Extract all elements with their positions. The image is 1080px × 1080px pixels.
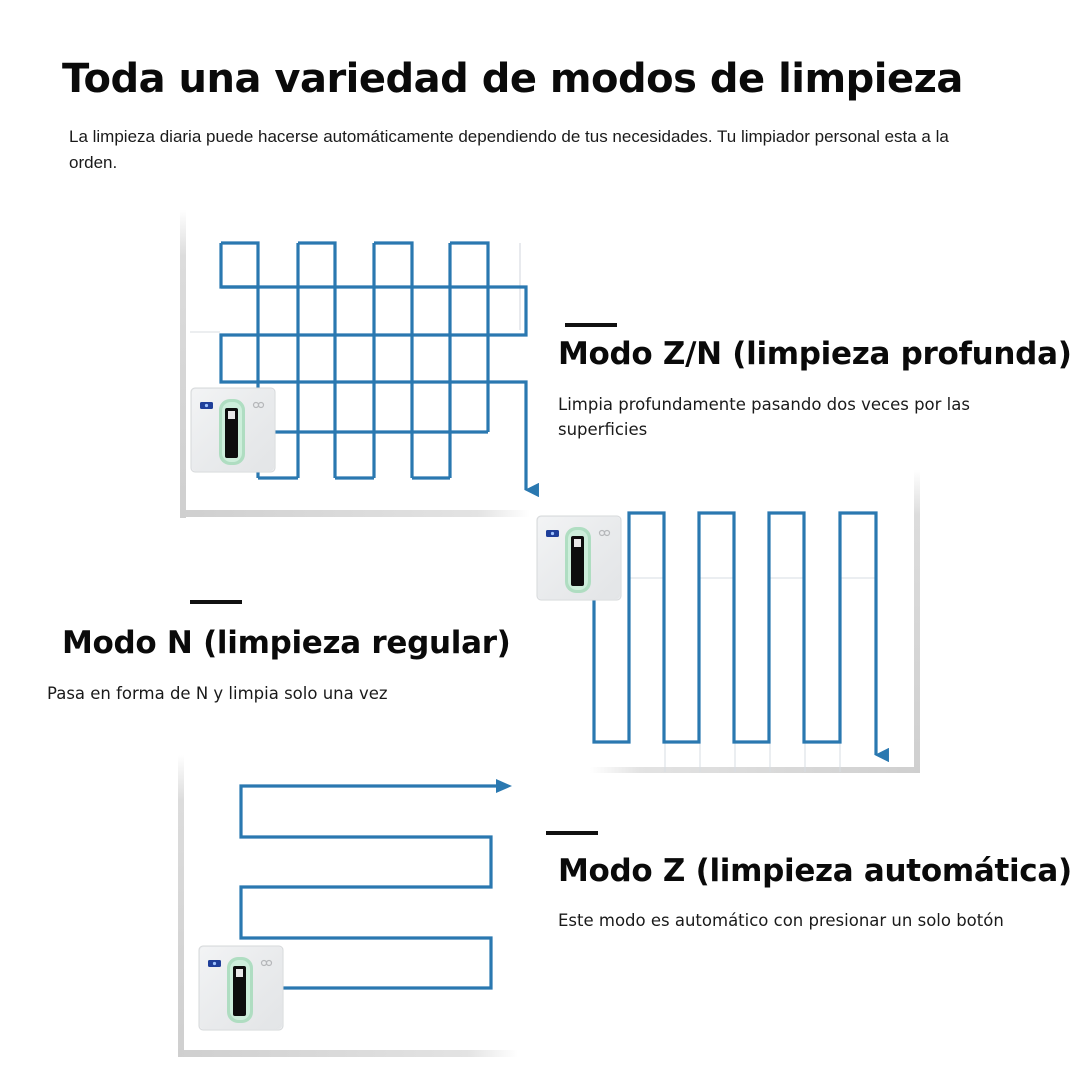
robot-device-icon	[199, 946, 283, 1030]
robot-device-icon	[537, 516, 621, 600]
mode-z-description: Este modo es automático con presionar un solo botón	[558, 911, 1004, 930]
page-subtitle: La limpieza diaria puede hacerse automáticamente dependiendo de tus necesidades. Tu limpiador personal esta a la orden.	[69, 127, 949, 172]
diagram-n-mode	[537, 470, 920, 773]
mode-zn-title: Modo Z/N (limpieza profunda)	[558, 336, 1072, 372]
section-divider	[546, 831, 598, 835]
mode-n-description: Pasa en forma de N y limpia solo una vez	[47, 684, 388, 703]
diagram-z-mode	[178, 755, 518, 1057]
diagram-zn-mode	[180, 210, 530, 518]
robot-device-icon	[191, 388, 275, 472]
mode-zn-description: Limpia profundamente pasando dos veces por las superficies	[558, 395, 970, 439]
mode-n-title: Modo N (limpieza regular)	[62, 625, 511, 661]
page-title: Toda una variedad de modos de limpieza	[62, 56, 963, 102]
section-divider	[190, 600, 242, 604]
section-divider	[565, 323, 617, 327]
mode-z-title: Modo Z (limpieza automática)	[558, 853, 1072, 889]
